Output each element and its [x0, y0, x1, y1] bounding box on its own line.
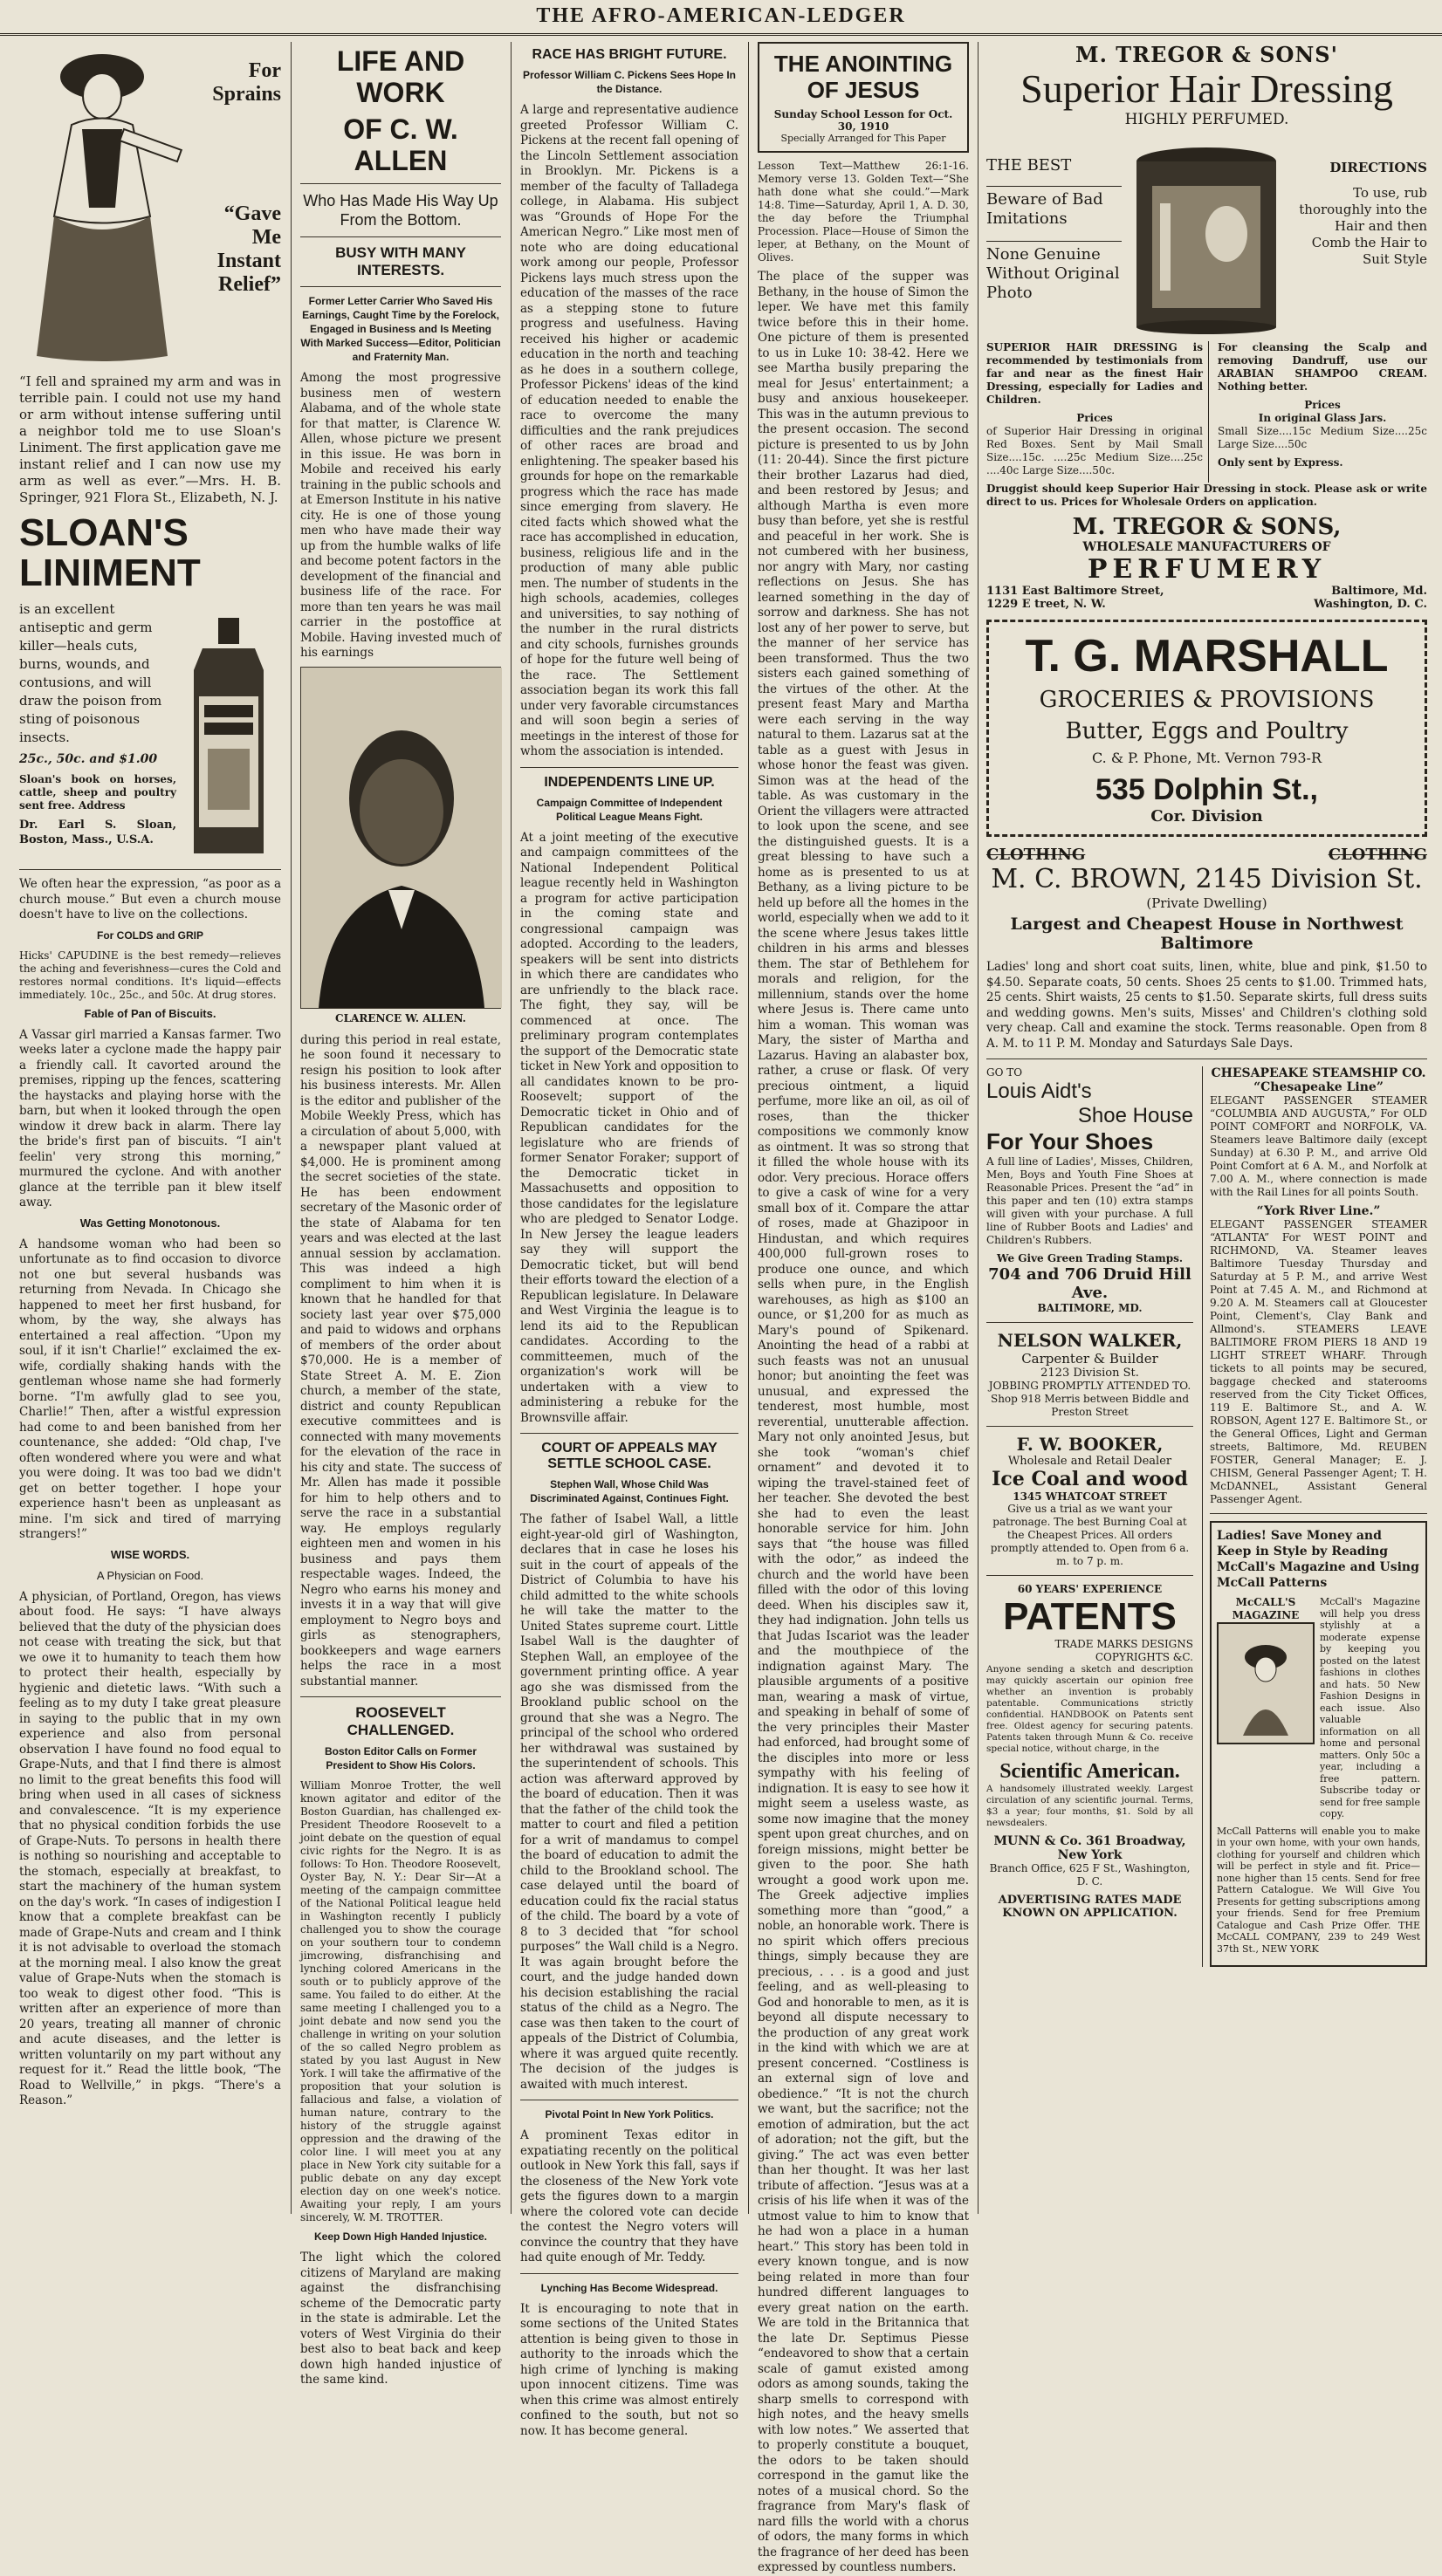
tregor-ad	[986, 42, 1427, 611]
munn-branch: Branch Office, 625 F St., Washington, D. C.	[989, 1862, 1191, 1887]
york-heading: “York River Line.”	[1256, 1204, 1381, 1218]
race-body: A large and representative audience greeted Professor William C. Pickens at the recent fall opening of the Lincoln Settlement association in Brooklyn. Mr. Pickens is a member of the faculty of Talladega college, in Alabama. His subject was “Grounds of Hope For the American Negro.” Like most men of note who are doing educational work among our people, Professor Pickens lays much stress upon the education of the masses of the race as a stepping stone to future progress and usefulness. Having received his higher or academic education in the north and teaching as he does in a southern college, Professor Pickens' ideas of the kind of education needed to enable the race to overcome the many difficulties and the rank prejudices of other races are broad and enlightening. The speaker based his grounds for hope on the remarkable progress which the race has made since emerging from slavery. He cited facts which showed what the race has accomplished in education, business, religious life and in the production of many able public men. The number of students in the high schools, academies, colleges and universities, to say nothing of the number in the rural districts and city schools, furnishes grounds of hope for the future well being of the race. The Settlement association began its work this fall under very favorable circumstances and will soon begin a series of meetings in the interest of those for whom the association is intended.	[520, 103, 738, 758]
tregor-footer-sub: WHOLESALE MANUFACTURERS OF	[1082, 540, 1331, 554]
patents-scientific: Scientific American.	[999, 1760, 1180, 1783]
lynching-body: It is encouraging to note that in some sections of the United States attention is being given to those in authority to the inroads which the high crime of lynching is making upon innocent citizens. Time was when this crime was almost entirely confined to the south, but not so now. It has become general.	[520, 2301, 738, 2438]
express-note: Only sent by Express.	[1218, 456, 1343, 469]
pivotal-heading: Pivotal Point In New York Politics.	[545, 2108, 714, 2120]
column-2	[300, 42, 501, 2387]
patents-marks: TRADE MARKS DESIGNS COPYRIGHTS &C.	[1054, 1638, 1193, 1663]
ad-word: Instant	[216, 250, 281, 272]
mccall-heading: Ladies! Save Money and Keep in Style by Reading McCall's Magazine and Using McCall Patterns	[1217, 1529, 1419, 1590]
mouse-paragraph: We often hear the expression, “as poor as a church mouse.” But even a church mouse doesn't have to live on the collections.	[19, 877, 281, 921]
ad-side-text	[185, 42, 281, 373]
lynching-heading: Lynching Has Become Widespread.	[540, 2281, 718, 2294]
chesapeake-line: “Chesapeake Line”	[1253, 1080, 1384, 1094]
tregor-address-row-1	[986, 585, 1427, 598]
booker-ad	[986, 1434, 1193, 1568]
brown-private: (Private Dwelling)	[1146, 895, 1267, 911]
chesapeake-body: ELEGANT PASSENGER STEAMER “COLUMBIA AND AUGUSTA,” For OLD POINT COMFORT and NORFOLK, VA. Steamers leave Baltimore daily (except Sunday) at 6.30 P. M., and arrive Old Point Comfort at 6 A. M., and Norfolk at 7.00 A. M., where connection is made with the Rail Lines for all points South.	[1210, 1094, 1427, 1198]
injustice-body: The light which the colored citizens of Maryland are making against the disfranchising scheme of the Democratic party in the state is admirable. Let the voters of West Virginia do their best also to beat back and keep down high handed injustice of the same kind.	[300, 2251, 501, 2387]
marshall-corner: Cor. Division	[1150, 807, 1263, 826]
tregor-right-prices: Small Size....15c Medium Size....25c Large Size....50c	[1218, 425, 1427, 450]
column-5	[986, 42, 1427, 2215]
roosevelt-deck: Boston Editor Calls on Former President to Show His Colors.	[324, 1745, 477, 1771]
fable-heading: Fable of Pan of Biscuits.	[84, 1006, 216, 1020]
booker-address: 1345 WHATCOAT STREET	[1013, 1490, 1167, 1503]
patents-sci-body: A handsomely illustrated weekly. Largest circulation of any scientific journal. Terms, $3 a year; four months, $1. Sold by all newsdealers.	[986, 1784, 1193, 1828]
mccall-ad	[1210, 1521, 1427, 1967]
ad-word: Relief”	[218, 273, 281, 296]
race-heading: RACE HAS BRIGHT FUTURE.	[532, 47, 727, 62]
marshall-address: 535 Dolphin St.,	[1095, 773, 1319, 806]
independents-heading: INDEPENDENTS LINE UP.	[544, 774, 715, 790]
lesson-body: The place of the supper was Bethany, in the house of Simon the leper. We have met this family twice before this in their home. One picture of them is presented to us in Luke 10: 38-42. Here we see Martha busily preparing the meal for Jesus' entertainment; a busy and anxious housekeeper. This was in the autumn previous to the present occasion. The second picture is presented to us by John (11: 20-44). Since the first picture their brother Lazarus had died, and been restored by Jesus; and although Martha is even more busy than before, yet she is restful and peaceful in her work. She is not cumbered with her business, nor angry with Mary, nor casting reflections on Jesus. She has learned something in the day of sorrow and darkness. She has not lost any of her power to serve, but the manner of her service has been transformed. Thus the two sisters each gained something of the virtues of the other. At the present feast Mary and Martha were each serving in the way natural to them. Lazarus sat at the table as a guest with Jesus in whose honor the feast was given. Simon was at the head of the table. As was customary in the Orient the villagers were attracted to look upon the scene, and see the distinguished guests. It is a great blessing to have such a home as is presented to us at Bethany, as a living picture to be held up before all the homes in the world, especially when we add to it the scene where Jesus takes little children in his arms and blesses them. The star of Bethlehem for morals and religion, for the millennium, stands over the home where Jesus is. There came unto him a woman. This woman was Mary, the sister of Martha and Lazarus. Having an alabaster box, rather, a cruse or flask. Of very precious ointment, a liquid perfume, more like an oil, as oil of roses, than the thicker compositions we commonly know as ointment. It was so strong that it filled the whole house with its odor. Very precious. Horace offers to give a cask of wine for a very small box of it. Compare the attar of roses, made at Ghazipoor in Hindustan, and which requires 400,000 full-grown roses to produce one ounce, and which sells when pure, in the English warehouses, as high as $100 an ounce, or $1,200 for as much as Mary's pound of Spikenard. Anointing the head of a rabbi at such feasts was not an unusual honor; but anointing the feet was unusual, and expressed the tenderest, most humble, most reverential, unutterable affection. Mary not only anointed Jesus, but she took “woman's chief ornament” and devoted it to wiping the travel-stained feet of her teacher. She devoted the best she had to even the least honorable service for him. John says that “the house was filled with the odor,” as indeed the church and the world have been filled with the odor of this loving deed. When his disciples saw it, they had indignation. John tells us that Judas Iscariot was the leader and the mouthpiece of the indignation against Mary. The plausible arguments of a positive man, wearing a mask of virtue, and speaking in behalf of some of the very principles their Master had enforced, had brought some of the disciples into more or less sympathy with his feeling of indignation. It is easy to see how it might seem a useless waste, as some now imagine that the money spent upon great churches, and on foreign missions, might better be given to the poor. She hath wrought a good work upon me. The Greek adjective implies something more than “good,” a noble, an honorable work. There is no spirit which offers precious things, simply because they are precious, . . . is a good and just feeling, and as well-pleasing to God and honorable to men, as it is beyond all dispute necessary to the production of any great work in the kind with which we are at present concerned. “Costliness is an external sign of love and obedience.” “It is not the church we want, but the sacrifice; not the emotion of admiration, but the act of adoration; not the gift, but the giving.” The act was even better than her thought. It was her last tribute of affection. “Jesus was at a crisis of his life when it was of the utmost value to him to know that he had won a place in a human heart.” This story has been told in every known tongue, and is now being related in more than four hundred different languages to every great nation on the earth. We are told in the Britannica that the late Dr. Septimus Piesse “endeavored to show that a certain scale of gamut existed among odors as among sounds, taking the sharp smells to correspond with high notes, and the heavy smells with low notes.” We asserted that to properly constitute a bouquet, the odors to be taken should correspond in the gamut like the notes of a musical chord. So the fragrance from Mary's flask of nard fills the world with a chorus of odors, the many forms in which the fragrance of her deed has been expressed by countless numbers.	[758, 270, 969, 2574]
allen-portrait	[300, 667, 501, 1009]
tregor-city: Baltimore, Md.	[1331, 585, 1427, 598]
tregor-left-text: SUPERIOR HAIR DRESSING is recommended by testimonials from far and near as the finest Hair Dressing, especially for Ladies and Children.	[986, 341, 1203, 406]
patents-ad	[986, 1583, 1193, 1920]
brown-ad	[986, 846, 1427, 1052]
lesson-title-box	[758, 42, 969, 153]
roosevelt-body: William Monroe Trotter, the well known agitator and editor of the Boston Guardian, has challenged ex-President Theodore Roosevelt to a joint debate on the question of equal civic rights for the Negro. It is as follows: To Hon. Theodore Roosevelt, Oyster Bay, N. Y.: Dear Sir—At a meeting of the campaign committee of the National Political league held in Washington recently I publicly challenged you to show the courage on your southern tour to condemn jimcrowing, disfranchising and lynching colored Americans in the south or to publicly approve of the same. You failed to do either. At the same meeting I challenged you to a joint debate and now send you the challenge in writing on your solution of the so called Negro problem as stated by you last August in New York. I will take the affirmative of the proposition that your solution is fallacious and false, a violation of human nature, contrary to the history of the struggle against oppression and the drawing of the color line. I will meet you at any place in New York city suitable for a public debate on any day except election day on one week's notice. Awaiting your reply, I am yours sincerely, W. M. TROTTER.	[300, 1779, 501, 2223]
booker-body: Give us a trial as we want your patronage. The best Burning Coal at the Cheapest Prices. All orders promptly attended to. Open from 6 a. m. to 7 p. m.	[990, 1503, 1190, 1567]
magazine-cover-icon	[1217, 1622, 1315, 1744]
marshall-name: T. G. MARSHALL	[1025, 631, 1389, 682]
sloans-ad-body	[19, 600, 281, 862]
marshall-ad	[986, 620, 1427, 837]
brand-name-1: SLOAN'S	[19, 511, 189, 554]
wise-body: A physician, of Portland, Oregon, has views about food. He says: “I have always believed that the duty of the physician does not cease with treating the sick, but that we owe it to humanity to teach them how to protect their health, especially by hygienic and dietetic laws. “With such a feeling as to my duty I take great pleasure in saying to the public that in my own experience and also from personal observation I have found no food equal to Grape-Nuts, and that I find there is almost no limit to the great benefits this food will bring when used in all cases of sickness and convalescence. “It is my experience that no physical condition forbids the use of Grape-Nuts. To persons in health there is nothing so nourishing and acceptable to the stomach, especially at breakfast, to start the machinery of the human system on the day's work. “In cases of indigestion I know that a complete breakfast can be made of Grape-Nuts and cream and I think it is not advisable to overload the stomach at the morning meal. I also know the great value of Grape-Nuts when the stomach is too weak to digest other food. “This is written after an experience of more than 20 years, treating all manner of chronic and acute diseases, and the letter is written voluntarily on my part without any request for it.” Read the little book, “The Road to Wellville,” in pkgs. “There's a Reason.”	[19, 1589, 281, 2107]
ad-body: is an excellent antiseptic and germ killer—heals cuts, burns, wounds, and contusions, and will draw the poison from sting of poisonous insects.	[19, 601, 162, 745]
column-1	[19, 42, 281, 2215]
wise-heading: WISE WORDS.	[110, 1547, 190, 1561]
tregor-directions	[1292, 134, 1427, 334]
allen-body-2: during this period in real estate, he soon found it necessary to resign his position to look after his business interests. Mr. Allen is the editor and publisher of the Mobile Weekly Press, which has a circulation of about 5,000, with a newspaper plant valued at $4,000. He is prominent among the secret societies of the state. He has been endowment secretary of the Masonic order of the state of Alabama for ten years and was elected at the last annual session by acclamation. This was indeed a high compliment to him when it is known that he handled for that society last year over $75,000 and paid to widows and orphans of members of the order about $70,000. He is a member of State Street A. M. E. Zion church, a member of the state, district and county Republican executive committees and is connected with many movements for the elevation of the race in his city and state. The success of Mr. Allen has made it possible for him to help others and to serve the race in a substantial way. He employs regularly eighteen men and women in his business and pays them respectable wages. Indeed, the Negro who earns his money and invests it in a way that will give employment to Negro boys and girls as stenographers, bookkeepers and wage earners helps the race in a most substantial manner.	[300, 1032, 501, 1689]
injustice-heading: Keep Down High Handed Injustice.	[313, 2230, 488, 2243]
chesapeake-heading: CHESAPEAKE STEAMSHIP CO.	[1211, 1066, 1426, 1080]
booker-name: F. W. BOOKER,	[1016, 1434, 1164, 1455]
allen-deck-1: Who Has Made His Way Up From the Bottom.	[303, 192, 498, 229]
walker-body: JOBBING PROMPTLY ATTENDED TO. Shop 918 Merris between Biddle and Preston Street	[988, 1380, 1191, 1418]
walker-trade: Carpenter & Builder	[1021, 1351, 1158, 1367]
sloans-ad-top	[19, 42, 281, 373]
aidt-address: 704 and 706 Druid Hill Ave.	[988, 1265, 1191, 1302]
independents-body: At a joint meeting of the executive and campaign committees of the National Independent Political league recently held in Washington a program for active participation in the coming state and congressional campaign was adopted. According to the leaders, speakers will be sent into districts in which there are candidates who are unfriendly to the black race. The fight, they say, will be commenced at once. The preliminary program contemplates the support of the Democratic state ticket in New York and opposition to all candidates known to be pro-Roosevelt; support of the Democratic ticket in Ohio and of Republican candidates for the legislature who are friends of former Senator Foraker; support of the Democratic ticket in Massachusetts and opposition to those candidates for the legislature who are pledged to Senator Lodge. In New Jersey the league leaders say they will support the Democratic ticket, but will bend their efforts toward the election of a Republican legislature. In Delaware and West Virginia the league is to lend its aid to the Republican candidates. According to the committeemen, much of the organization's work will be undertaken with a view to administering a rebuke for the Brownsville affair.	[520, 830, 738, 1425]
tregor-product-row	[986, 134, 1427, 334]
colds-heading: For COLDS and GRIP	[96, 928, 203, 942]
column-4	[758, 42, 969, 2574]
ad-word: For	[248, 59, 281, 82]
roosevelt-heading: ROOSEVELT CHALLENGED.	[347, 1704, 455, 1738]
brown-body: Ladies' long and short coat suits, linen, white, blue and pink, $1.50 to $4.50. Separate coats, 50 cents. Shoes 25 cents to $1.00. Trimmed hats, 25 cents. Shirt waists, 25 cents to $1.50. Separate skirts, full dress suits and wedding gowns. Men's suits, Misses' and Children's clothing sold very cheap. Call and examine the stock. Terms reasonable. Open from 8 A. M. to 11 P. M. Monday and Saturdays Sale Days.	[986, 960, 1427, 1051]
brown-tagline: Largest and Cheapest House in Northwest Baltimore	[1010, 915, 1404, 953]
booker-trade: Wholesale and Retail Dealer	[1007, 1455, 1172, 1468]
directions-heading: DIRECTIONS	[1329, 160, 1427, 175]
marshall-line-1: GROCERIES & PROVISIONS	[1039, 687, 1375, 713]
column-rule	[748, 42, 749, 2214]
allen-deck-2: BUSY WITH MANY INTERESTS.	[335, 244, 466, 278]
race-deck: Professor William C. Pickens Sees Hope In the Distance.	[523, 69, 736, 95]
testimonial: “I fell and sprained my arm and was in terrible pain. I could not use my hand or arm without intense suffering until a neighbor told me to use Sloan's Liniment. The first application gave me instant relief and I can now use my arm as well as ever.”—Mrs. H. B. Springer, 921 Flora St., Elizabeth, N. J.	[19, 373, 281, 505]
fable-body: A Vassar girl married a Kansas farmer. Two weeks later a cyclone made the happy pair a friendly call. It cavorted around the premises, ripping up the fences, scattering the haystacks and playing horse with the barn, but when it looked through the open window it drew back in alarm. There lay the bride's first pan of biscuits. “I ain't feelin' very strong this morning,” murmured the cyclone. And with another glance at the terrible pan it blew itself away.	[19, 1027, 281, 1209]
marshall-phone: C. & P. Phone, Mt. Vernon 793-R	[1091, 750, 1322, 766]
mccall-footer: McCall Patterns will enable you to make in your own home, with your own hands, clothing for yourself and children which will be perfect in style and fit. Price—none higher than 15 cents. Send for free Pattern Catalogue. We Will Give You Presents for getting subscriptions among your friends. Send for free Premium Catalogue and Cash Prize Offer. THE McCALL COMPANY, 239 to 249 West 37th St., NEW YORK	[1217, 1825, 1420, 1955]
mccall-side-text: McCall's Magazine will help you dress stylishly at a moderate expense by keeping you posted on the latest fashions in clothes and hats. 50 New Fashion Designs in each issue. Also valuable information on all home and personal matters. Only 50c a year, including a free pattern. Subscribe today or send for free sample copy.	[1320, 1596, 1420, 1819]
patents-word: PATENTS	[1003, 1595, 1177, 1638]
walker-ad	[986, 1330, 1193, 1419]
walker-address: 2123 Division St.	[1040, 1367, 1139, 1380]
aidt-for: For Your Shoes	[986, 1128, 1154, 1154]
tregor-city-2: Washington, D. C.	[1314, 598, 1427, 611]
masthead: THE AFRO-AMERICAN-LEDGER	[0, 0, 1442, 36]
column-3	[520, 42, 738, 2438]
lesson-subtitle: Sunday School Lesson for Oct. 30, 1910	[773, 108, 953, 133]
monotonous-body: A handsome woman who had been so unfortunate as to find occasion to divorce not one but several husbands was returning from Nevada. In Chicago she happened to meet her first husband, for whom, by the way, she always has entertained a real affection. “Upon my soul, if it isn't Charlie!” exclaimed the ex-wife, cordially shaking hands with the gentleman whose name she had formerly borne. “I'm awfully glad to see you, Charlie!” Then, after a wistful expression had come to and been banished from her countenance, she added: “Old chap, I've often wondered where you were and what you were doing. It was too bad we didn't get on better together. I hope your experience hasn't been as unpleasant as mine. I'm sick and tired of marrying strangers!”	[19, 1237, 281, 1541]
clothing-right: CLOTHING	[1328, 846, 1427, 864]
allen-deck-3: Former Letter Carrier Who Saved His Earnings, Caught Time by the Forelock, Engaged in Business and Is Meeting With Marked Success—Editor, Politician and Fraternity Man.	[300, 295, 501, 363]
aidt-body: A full line of Ladies', Misses, Children, Men, Boys and Youth Fine Shoes at Reasonable Prices. Present the “ad” in this paper and ten (10) extra stamps will given with your purchase. A full line of Rubber Boots and Ladies' and Children's Rubbers.	[986, 1155, 1193, 1246]
aidt-shoe: Shoe House	[1077, 1104, 1193, 1127]
marshall-line-2: Butter, Eggs and Poultry	[1065, 718, 1349, 744]
aidt-goto: GO TO	[986, 1066, 1023, 1079]
tregor-genuine: None Genuine Without Original Photo	[986, 241, 1122, 303]
ad-word: “Gave	[223, 202, 281, 225]
pivotal-body: A prominent Texas editor in expatiating recently on the political outlook in New York this fall, says if the closeness of the New York vote gets the figures down to a margin where the colored vote can decide the contest the Negro voters will convince the country that they have had quite enough of Mr. Teddy.	[520, 2128, 738, 2264]
tregor-right-text: For cleansing the Scalp and removing Dandruff, use our ARABIAN SHAMPOO CREAM. Nothing better.	[1218, 341, 1427, 393]
lower-left	[986, 1066, 1193, 1967]
tregor-heading: M. TREGOR & SONS'	[1075, 42, 1338, 67]
tregor-address-row-2	[986, 598, 1427, 611]
brand-name-2: LINIMENT	[19, 552, 201, 594]
tregor-address-2: 1229 E treet, N. W.	[986, 598, 1106, 611]
lower-ads	[986, 1066, 1427, 1967]
tregor-title: Superior Hair Dressing	[1020, 66, 1393, 111]
tregor-beware: Beware of Bad Imitations	[986, 186, 1122, 229]
court-body: The father of Isabel Wall, a little eight-year-old girl of Washington, declares that in case he loses his suit in the court of appeals of the District of Columbia to have his child admitted to the white schools he will take the matter to the United States supreme court. Little Isabel Wall is the daughter of Stephen Wall, an employee of the government printing office. A year ago she was dismissed from the Brookland public school on the ground that she was a Negro. The principal of the school who ordered her withdrawal was sustained by the superintendent of schools. This action was afterward approved by the board of education. Then it was that the father of the child took the matter to court and filed a petition for a writ of mandamus to compel the board of education to admit the child to the Brookland school. The case delayed until the board of education could fix the racial status of the child. The board by a vote of 8 to 3 decided that “for school purposes” the Wall child is a Negro. It was again brought before the court, and the judge handed down his decision establishing the racial status of the child as a Negro. The case was then taken to the court of appeals of the District of Columbia, where it was argued quite recently. The decision of the judges is awaited with much interest.	[520, 1512, 738, 2092]
munn-address: MUNN & Co. 361 Broadway, New York	[993, 1834, 1186, 1862]
court-deck: Stephen Wall, Whose Child Was Discriminated Against, Continues Fight.	[530, 1478, 729, 1504]
allen-headline-1: LIFE AND WORK	[336, 45, 465, 108]
allen-body-1: Among the most progressive business men of western Alabama, and of the whole state for that matter, is Clarence W. Allen, whose picture we present in this issue. He was born in Mobile and received his early training in the public schools and at Emerson Institute in his native city. He is one of those young men who have made their way up from the humble walks of life and become potent factors in the development of the financial and business life of the race. For more than ten years he was mail carrier in the postoffice at Mobile. Having invested much of his earnings	[300, 371, 501, 660]
ad-address: Dr. Earl S. Sloan, Boston, Mass., U.S.A.	[19, 818, 176, 846]
york-body: ELEGANT PASSENGER STEAMER “ATLANTA” For WEST POINT and RICHMOND, VA. Steamer leaves Baltimore Tuesday Thursday and Saturday at 5 P. M., and arrive West Point at 7.45 A. M., and Richmond at 9.20 A. M. Steamers call at Gloucester Point, Clement's, Clay Bank and Allmond's. STEAMERS LEAVE BALTIMORE FROM PIERS 18 AND 19 LIGHT STREET WHARF. Through tickets to all points may be secured, baggage checked and staterooms reserved from the City Ticket Offices, 119 E. Baltimore St., and A. W. ROBSON, Agent 127 E. Baltimore St., or the General Offices, Light and German streets, Baltimore, Md. REUBEN FOSTER, General Manager; E. J. CHISM, General Passenger Agent; T. H. McDANNEL, Assistant General Passenger Agent.	[1210, 1218, 1427, 1505]
lesson-note: Specially Arranged for This Paper	[780, 133, 946, 144]
tregor-subtitle: HIGHLY PERFUMED.	[1124, 111, 1289, 128]
tregor-footer-perfumery: PERFUMERY	[1087, 554, 1327, 585]
patents-body: Anyone sending a sketch and description may quickly ascertain our opinion free whether an invention is probably patentable. Communications strictly confidential. HANDBOOK on Patents sent free. Oldest agency for securing patents. Patents taken through Munn & Co. receive special notice, without charge, in the	[986, 1664, 1193, 1754]
monotonous-heading: Was Getting Monotonous.	[79, 1216, 221, 1230]
tregor-left-prices: of Superior Hair Dressing in original Red Boxes. Sent by Mail Small Size....15c. ....25c Medium Size....25c ....40c Large Size....50c.	[986, 425, 1203, 476]
tregor-prices-heading: Prices	[1076, 412, 1113, 424]
column-rule	[291, 42, 292, 2214]
lesson-info: Lesson Text—Matthew 26:1-16. Memory verse 13. Golden Text—“She hath done what she could.”—Mark 14:8. Time—Saturday, April 1, A. D. 30, the day before the Triumphal Procession. Place—House of Simon the leper, at Bethany, on the Mount of Olives.	[758, 160, 969, 264]
liniment-bottle-icon	[176, 600, 281, 862]
aidt-ad	[986, 1066, 1193, 1315]
tregor-detail-row	[986, 341, 1427, 483]
lesson-title-1: THE ANOINTING	[773, 51, 953, 77]
colds-body: Hicks' CAPUDINE is the best remedy—relieves the aching and feverishness—cures the Cold and restores normal conditions. It's liquid—effects immediately. 10c., 25c., and 50c. At drug stores.	[19, 949, 281, 1001]
tregor-best: THE BEST	[986, 156, 1072, 175]
druggist-note: Druggist should keep Superior Hair Dressing in stock. Please ask or write direct to us. Prices for Wholesale Orders on application.	[986, 483, 1427, 508]
column-rule	[511, 42, 512, 2214]
ad-word: Me	[251, 226, 281, 249]
tregor-left-panel	[986, 134, 1122, 334]
directions-body: To use, rub thoroughly into the Hair and then Comb the Hair to Suit Style	[1299, 185, 1427, 267]
patents-top: 60 YEARS' EXPERIENCE	[1017, 1583, 1163, 1595]
woman-illustration	[19, 42, 185, 373]
glass-heading: In original Glass Jars.	[1258, 412, 1387, 424]
brown-name: M. C. BROWN, 2145 Division St.	[991, 864, 1423, 894]
wise-subheading: A Physician on Food.	[96, 1568, 204, 1582]
ad-prices: 25c., 50c. and $1.00	[19, 752, 158, 766]
court-heading: COURT OF APPEALS MAY SETTLE SCHOOL CASE.	[541, 1441, 718, 1471]
tregor-footer-name: M. TREGOR & SONS,	[1072, 514, 1342, 540]
aidt-stamps: We Give Green Trading Stamps.	[996, 1252, 1184, 1264]
lesson-title-2: OF JESUS	[807, 77, 920, 103]
tregor-address: 1131 East Baltimore Street,	[986, 585, 1164, 598]
advertising-rates: ADVERTISING RATES MADE KNOWN ON APPLICATION.	[998, 1894, 1182, 1920]
lower-right	[1202, 1066, 1427, 1967]
clothing-row	[986, 846, 1427, 864]
independents-deck: Campaign Committee of Independent Political League Means Fight.	[536, 796, 723, 823]
mccall-magazine-title: McCALL'S MAGAZINE	[1232, 1596, 1300, 1621]
ad-book: Sloan's book on horses, cattle, sheep and poultry sent free. Address	[19, 772, 176, 812]
aidt-name: Louis Aidt's	[986, 1079, 1092, 1103]
tin-box-icon	[1122, 134, 1292, 334]
walker-name: NELSON WALKER,	[997, 1330, 1183, 1351]
clothing-left: CLOTHING	[986, 846, 1086, 864]
booker-goods: Ice Coal and wood	[992, 1468, 1188, 1490]
aidt-city: BALTIMORE, MD.	[1037, 1302, 1143, 1314]
portrait-caption: CLARENCE W. ALLEN.	[335, 1011, 466, 1024]
ad-word: Sprains	[212, 83, 281, 106]
tregor-prices-heading-2: Prices	[1304, 399, 1341, 411]
allen-headline-2: OF C. W. ALLEN	[343, 113, 458, 176]
